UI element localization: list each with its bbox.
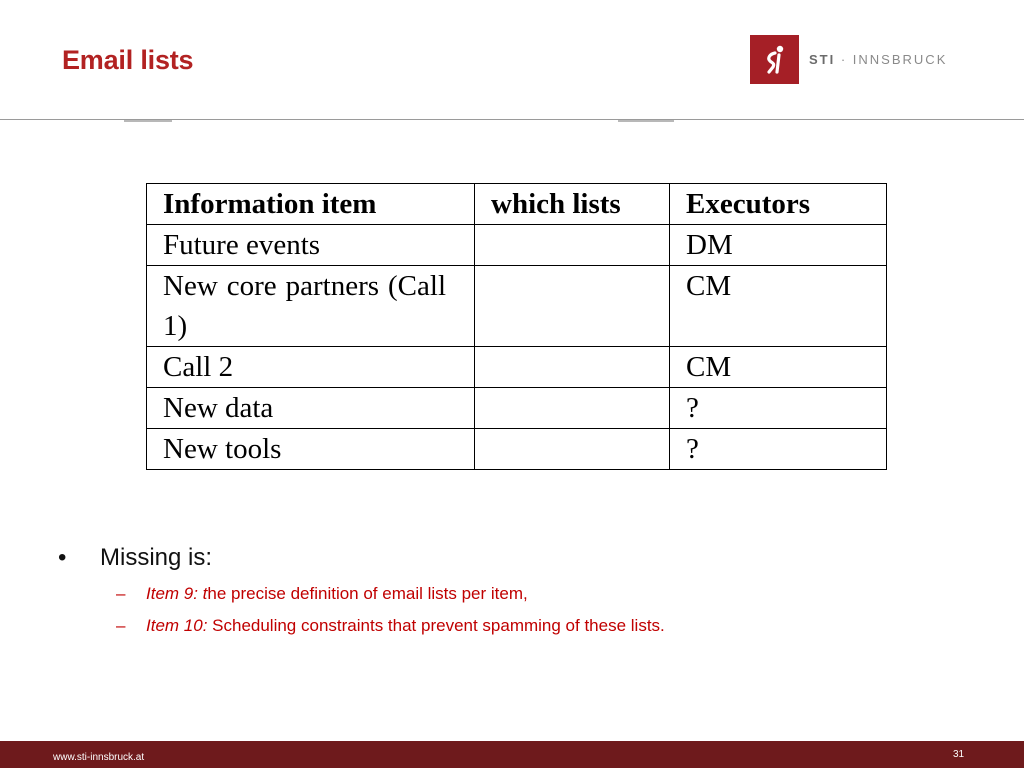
logo-brand: STI — [809, 51, 836, 67]
cell-item: Call 2 — [147, 347, 475, 388]
sub-bullet-label: Item 10: — [146, 616, 208, 635]
column-header-which-lists: which lists — [475, 184, 670, 225]
header-divider-accent — [124, 120, 172, 122]
cell-lists — [475, 266, 670, 347]
table-row — [147, 429, 887, 470]
cell-executors: ? — [670, 429, 887, 470]
cell-lists — [475, 429, 670, 470]
cell-lists — [475, 388, 670, 429]
logo-name: INNSBRUCK — [852, 51, 948, 67]
column-header-executors: Executors — [670, 184, 887, 225]
cell-executors: CM — [670, 347, 887, 388]
bullet-marker: • — [58, 544, 67, 571]
sub-bullet-marker: – — [116, 616, 126, 635]
information-table — [146, 183, 887, 470]
cell-item: New tools — [147, 429, 475, 470]
cell-item — [147, 266, 475, 347]
table-row — [147, 388, 887, 429]
sub-bullet-label: Item 9: t — [146, 584, 208, 603]
table-header-row — [147, 184, 887, 225]
bullet-missing — [58, 544, 958, 572]
cell-lists — [475, 225, 670, 266]
cell-executors: CM — [670, 266, 887, 347]
table-row — [147, 225, 887, 266]
sub-bullet-item-9 — [116, 584, 958, 604]
table-row — [147, 347, 887, 388]
footer-bar — [0, 741, 1024, 768]
logo-text — [809, 52, 947, 67]
cell-item-text: New core partners (Call 1) — [163, 270, 446, 342]
cell-item: New data — [147, 388, 475, 429]
slide-title: Email lists — [62, 45, 194, 75]
sti-innsbruck-logo — [750, 34, 947, 84]
logo-separator: · — [835, 51, 853, 67]
page-number: 31 — [953, 749, 965, 760]
cell-item: Future events — [147, 225, 475, 266]
column-header-information-item: Information item — [147, 184, 475, 225]
header-divider-accent — [618, 120, 674, 122]
footer-url[interactable]: www.sti-innsbruck.at — [53, 752, 145, 763]
sub-bullet-marker: – — [116, 584, 126, 603]
bullet-list — [58, 544, 958, 636]
cell-executors: DM — [670, 225, 887, 266]
sub-bullet-text: he precise definition of email lists per item, — [207, 584, 528, 603]
sti-figure-icon — [750, 35, 799, 84]
sub-bullet-item-10 — [116, 616, 958, 636]
cell-executors: ? — [670, 388, 887, 429]
table-row — [147, 266, 887, 347]
bullet-main-text: Missing is: — [100, 544, 213, 571]
sub-bullet-text: Scheduling constraints that prevent spamming of these lists. — [207, 616, 665, 635]
cell-lists — [475, 347, 670, 388]
